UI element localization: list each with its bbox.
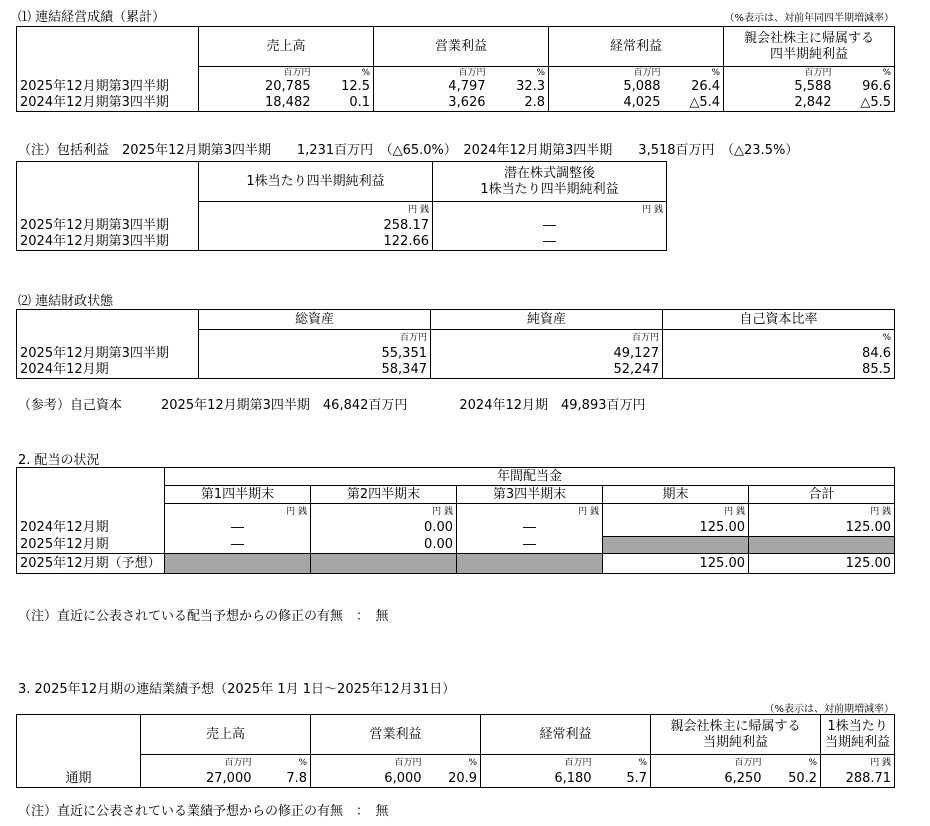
unit-yen: 円 銭 [749,504,895,520]
blank-cell [17,330,199,346]
dividend-revision-note: （注）直近に公表されている配当予想からの修正の有無 ： 無 [18,609,389,624]
cell-shaded [311,553,457,573]
cell: 0.00 [311,536,457,553]
cell: ― [433,218,667,234]
cell: 7.8 [255,771,311,788]
unit-pct: % [255,755,311,771]
cell: 0.1 [314,95,374,112]
unit-pct: % [489,67,549,79]
header-year-end: 期末 [603,486,749,504]
unit-pct: % [425,755,481,771]
unit-mil: 百万円 [651,755,765,771]
unit-yen: 円 銭 [821,755,895,771]
header-net-assets: 純資産 [431,310,663,330]
header-total-assets: 総資産 [199,310,431,330]
row-label: 2025年12月期第3四半期 [17,79,199,95]
unit-mil: 百万円 [374,67,489,79]
header-annual-dividend: 年間配当金 [165,468,895,486]
section-title-financial-position: ⑵ 連結財政状態 [18,294,114,309]
cell: ― [165,520,311,537]
unit-pct: % [835,67,895,79]
financial-position-table [16,309,895,379]
row-label: 通期 [17,771,141,788]
cell: 6,180 [481,771,595,788]
cell: 0.00 [311,520,457,537]
unit-yen: 円 銭 [165,504,311,520]
cell: 2.8 [489,95,549,112]
cell: 4,025 [549,95,664,112]
unit-yen: 円 銭 [603,504,749,520]
header-operating-income: 営業利益 [374,27,549,67]
cell: 85.5 [663,362,895,379]
cell: 125.00 [749,553,895,573]
unit-mil: 百万円 [481,755,595,771]
row-label: 2025年12月期第3四半期 [17,346,199,362]
unit-mil: 百万円 [199,330,431,346]
cell: 18,482 [199,95,314,112]
comprehensive-income-note: （注）包括利益 2025年12月期第3四半期 1,231百万円 （△65.0%） 2024年12月期第3四半期 3,518百万円 （△23.5%） [18,143,799,158]
cell: ― [165,536,311,553]
blank-cell [17,504,165,520]
header-ordinary-income: 経常利益 [481,715,651,755]
cell: 125.00 [603,520,749,537]
equity-reference-note: （参考）自己資本 2025年12月期第3四半期 46,842百万円 2024年12月期 49,893百万円 [18,398,646,413]
unit-mil: 百万円 [199,67,314,79]
cell: 49,127 [431,346,663,362]
header-sales: 売上高 [141,715,311,755]
section-title-forecast: 3. 2025年12月期の連結業績予想（2025年 1月 1日～2025年12月31日） [18,682,456,697]
header-q1: 第1四半期末 [165,486,311,504]
cell: 32.3 [489,79,549,95]
row-label: 2024年12月期第3四半期 [17,95,199,112]
cell: △5.5 [835,95,895,112]
dividends-table [16,467,895,574]
operating-results-table [16,26,895,112]
cell: 20,785 [199,79,314,95]
cell: 84.6 [663,346,895,362]
unit-pct: % [664,67,724,79]
cell: 4,797 [374,79,489,95]
header-total: 合計 [749,486,895,504]
cell: △5.4 [664,95,724,112]
unit-mil: 百万円 [724,67,835,79]
unit-mil: 百万円 [431,330,663,346]
cell: 50.2 [765,771,821,788]
unit-pct: % [595,755,651,771]
unit-pct: % [314,67,374,79]
cell: 5.7 [595,771,651,788]
cell: 125.00 [749,520,895,537]
cell: 12.5 [314,79,374,95]
row-label: 2025年12月期第3四半期 [17,218,199,234]
cell: 26.4 [664,79,724,95]
unit-pct: % [663,330,895,346]
header-eps: 1株当たり四半期純利益 [199,162,433,202]
header-operating-income: 営業利益 [311,715,481,755]
header-sales: 売上高 [199,27,374,67]
cell: 96.6 [835,79,895,95]
cell: 2,842 [724,95,835,112]
unit-mil: 百万円 [311,755,425,771]
cell: 6,250 [651,771,765,788]
cell: 52,247 [431,362,663,379]
cell: 20.9 [425,771,481,788]
header-q3: 第3四半期末 [457,486,603,504]
cell: 288.71 [821,771,895,788]
unit-yen: 円 銭 [199,202,433,218]
eps-table [16,161,667,251]
cell: 122.66 [199,234,433,251]
cell: 55,351 [199,346,431,362]
row-label: 2025年12月期 [17,536,165,553]
cell: 3,626 [374,95,489,112]
corner-cell [17,715,141,755]
header-ordinary-income: 経常利益 [549,27,724,67]
cell: ― [457,536,603,553]
cell-shaded [165,553,311,573]
blank-cell [17,755,141,771]
section-title-operating-results: ⑴ 連結経営成績（累計） [18,10,166,25]
cell-shaded [603,536,749,553]
cell: 125.00 [603,553,749,573]
cell-shaded [749,536,895,553]
unit-mil: 百万円 [549,67,664,79]
percent-note: （%表示は、対前年同四半期増減率） [724,13,894,24]
section-title-dividends: 2. 配当の状況 [18,453,100,468]
cell: 58,347 [199,362,431,379]
cell: 258.17 [199,218,433,234]
blank-cell [17,202,199,218]
row-label: 2024年12月期 [17,520,165,537]
unit-yen: 円 銭 [433,202,667,218]
corner-cell [17,27,199,79]
unit-yen: 円 銭 [311,504,457,520]
corner-cell [17,468,165,504]
forecast-table [16,714,895,788]
header-equity-ratio: 自己資本比率 [663,310,895,330]
forecast-percent-note: （%表示は、対前期増減率） [764,704,894,715]
header-eps: 1株当たり 当期純利益 [821,715,895,755]
header-diluted-eps: 潜在株式調整後 1株当たり四半期純利益 [433,162,667,202]
unit-pct: % [765,755,821,771]
cell: 5,088 [549,79,664,95]
header-net-income: 親会社株主に帰属する 当期純利益 [651,715,821,755]
cell: ― [457,520,603,537]
unit-yen: 円 銭 [457,504,603,520]
row-label: 2024年12月期 [17,362,199,379]
cell: ― [433,234,667,251]
corner-cell [17,162,199,202]
header-net-income: 親会社株主に帰属する 四半期純利益 [724,27,895,67]
corner-cell [17,310,199,330]
cell: 6,000 [311,771,425,788]
cell: 5,588 [724,79,835,95]
unit-mil: 百万円 [141,755,255,771]
cell: 27,000 [141,771,255,788]
header-q2: 第2四半期末 [311,486,457,504]
row-label: 2024年12月期第3四半期 [17,234,199,251]
cell-shaded [457,553,603,573]
row-label: 2025年12月期（予想） [17,553,165,573]
forecast-revision-note: （注）直近に公表されている業績予想からの修正の有無 ： 無 [18,804,389,819]
